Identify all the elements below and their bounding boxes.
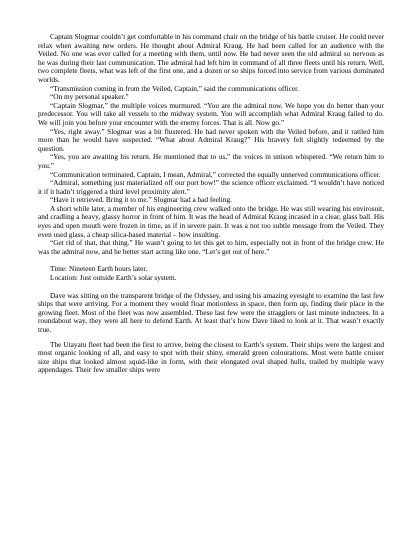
scene-time: Time: Nineteen Earth hours later.	[50, 264, 148, 274]
paragraph: A short while later, a member of his engineering crew walked onto the bridge. He was still wearing his envirosuit, and cradling a heavy, glassy horror in front of him. It was the head of Admiral Kraug incased in a clear, glass ball. His eyes and open mouth were frozen in time, as if in severe pain. It was a not too subtle message from the Veiled. They even used glass, a cheap silica-based material – how insulting.	[38, 203, 384, 239]
scene-location: Location: Just outside Earth’s solar system.	[50, 273, 177, 283]
paragraph: The Utayatu fleet had been the first to arrive, being the closest to Earth’s system. Their ships were the largest and most organic looking of all, and easy to spot with their shiny, emerald green colourations. Most were battle cruiser size ships that looked almost squid-like in form, with their elongated oval shaped hulls, trailed by multiple wavy appendages. Their few smaller ships were	[38, 339, 384, 375]
paragraph: “Yes, you are awaiting his return. He mentioned that to us,” the voices in unison whispered. “We return him to you.”	[38, 152, 384, 170]
paragraph: “Communication terminated, Captain, I mean, Admiral,” corrected the equally unnerved communications officer.	[50, 169, 381, 179]
paragraph: “On my personal speaker.”	[50, 92, 129, 102]
paragraph: “Captain Slogmar,” the multiple voices murmured. “You are the admiral now. We hope you do better than your predecessor. You will take all vessels to the midway system. You will accomplish what Admiral Kraug failed to do. We will join you before your encounter with the enemy forces. That is all. Now go.”	[38, 100, 384, 127]
paragraph: “Have it retrieved. Bring it to me.” Slogmar had a bad feeling.	[50, 195, 232, 205]
paragraph: “Get rid of that, that thing.” He wasn’t going to let this get to him, especially not in front of the bridge crew. He was the admiral now, and he better start acting like one. “Let’s get out of here.”	[38, 238, 384, 256]
paragraph: Dave was sitting on the transparent bridge of the Odyssey, and using his amazing eyesight to examine the last few ships that were arriving. For a moment they would float motionless in space, then form up, finding their place in the growing fleet. Most of the fleet was now assembled. These last few were the stragglers or last minute inductees. In a roundabout way, they were all here to defend Earth. At least that’s how Dave liked to look at it. That wasn’t exactly true.	[38, 290, 384, 334]
paragraph: Captain Slogmar couldn’t get comfortable in his command chair on the bridge of his battle cruiser. He could never relax when awaiting new orders. He thought about Admiral Kraug. He had been called for an audience with the Veiled. No one was ever called for a meeting with them, until now. He had never seen the old admiral so nervous as he was during their last communication. The admiral had left him in command of all three fleets until his return. Well, two complete fleets, what was left of the first one, and a dozen or so ships forced into service from various dominated worlds.	[38, 32, 385, 84]
paragraph: “Yes, right away.” Slogmar was a bit flustered. He had never spoken with the Veiled before, and it rattled him more than he would have suspected. “What about Admiral Kraug?” His bravery felt slightly redeemed by the question.	[38, 126, 384, 153]
section-odyssey-bridge	[38, 292, 384, 375]
section-bridge-slogmar	[38, 33, 384, 256]
scene-header	[38, 265, 384, 282]
document-page	[38, 33, 384, 375]
paragraph: “Transmission coming in from the Veiled, Captain,” said the communications officer.	[50, 83, 299, 93]
paragraph: “Admiral, something just materialized off our port bow!” the science officer exclaimed. “I wouldn’t have noticed it if it hadn’t triggered a third level proximity alert.”	[38, 178, 384, 196]
